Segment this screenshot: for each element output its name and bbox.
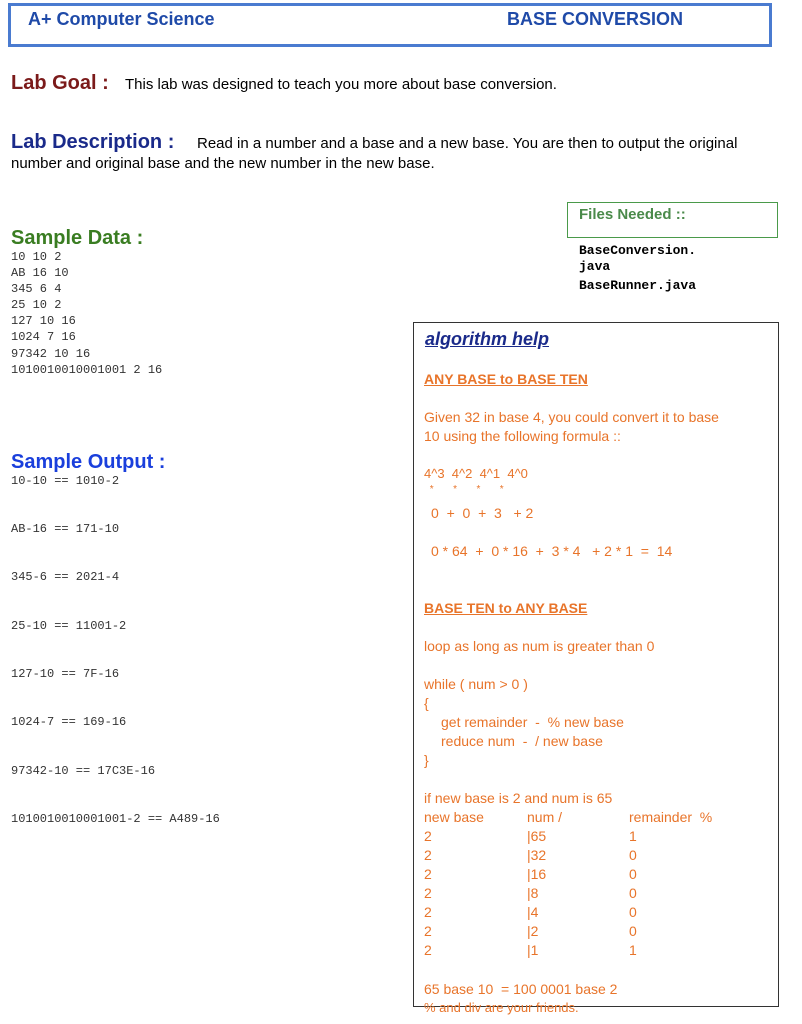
algorithm-code-step: get remainder - % new base	[441, 714, 624, 730]
sample-data-line: 25 10 2	[11, 298, 62, 313]
sample-data-line: 1010010010001001 2 16	[11, 362, 163, 377]
file-name: BaseConversion.	[579, 243, 697, 258]
algorithm-help-title: algorithm help	[425, 329, 550, 349]
sample-output-line: 1010010010001001-2 == A489-16	[11, 812, 220, 826]
sample-output-label: Sample Output :	[11, 451, 166, 473]
description-label: Lab Description :	[11, 131, 175, 153]
header-page-title: BASE CONVERSION	[507, 9, 684, 29]
algorithm-example: if new base is 2 and num is 65	[424, 790, 613, 806]
table-cell-base: 2	[424, 942, 432, 958]
goal-label: Lab Goal :	[11, 72, 109, 94]
table-cell-num: |16	[527, 866, 547, 882]
algorithm-note: % and div are your friends.	[424, 1000, 579, 1015]
goal-text: This lab was designed to teach you more about base conversion.	[125, 76, 557, 93]
sample-output-line: 97342-10 == 17C3E-16	[11, 764, 156, 778]
sample-data-label: Sample Data :	[11, 227, 144, 249]
algorithm-powers: 4^3 4^2 4^1 4^0	[424, 466, 528, 481]
table-header-num: num /	[527, 809, 563, 825]
section-heading-any-to-ten: ANY BASE to BASE TEN	[424, 371, 588, 387]
algorithm-code-open-brace: {	[424, 695, 429, 711]
sample-output-line: 25-10 == 11001-2	[11, 619, 127, 633]
file-name-continuation: java	[579, 259, 611, 274]
algorithm-text: loop as long as num is greater than 0	[424, 638, 655, 654]
sample-data-line: 10 10 2	[11, 250, 62, 264]
table-cell-remainder: 1	[629, 828, 637, 844]
table-cell-base: 2	[424, 828, 432, 844]
algorithm-code-step: reduce num - / new base	[441, 733, 603, 749]
table-cell-base: 2	[424, 885, 432, 901]
files-needed-title: Files Needed ::	[579, 206, 686, 223]
sample-data-line: AB 16 10	[11, 266, 69, 281]
algorithm-text: 10 using the following formula ::	[424, 428, 621, 444]
sample-data-line: 97342 10 16	[11, 346, 91, 361]
sample-output-line: 345-6 == 2021-4	[11, 570, 120, 584]
sample-data-line: 1024 7 16	[11, 330, 76, 345]
table-cell-base: 2	[424, 904, 432, 920]
sample-output-line: 127-10 == 7F-16	[11, 667, 120, 681]
sample-output-line: AB-16 == 171-10	[11, 522, 120, 536]
table-header-remainder: remainder %	[629, 809, 713, 825]
algorithm-stars: * * * *	[427, 484, 504, 495]
algorithm-text: Given 32 in base 4, you could convert it to base	[424, 409, 719, 425]
table-cell-num: |2	[527, 923, 539, 939]
table-cell-remainder: 0	[629, 847, 637, 863]
table-cell-base: 2	[424, 847, 432, 863]
sample-output-line: 1024-7 == 169-16	[11, 715, 127, 729]
file-name: BaseRunner.java	[579, 278, 697, 293]
table-cell-remainder: 0	[629, 904, 637, 920]
table-cell-remainder: 0	[629, 923, 637, 939]
algorithm-digits: 0 + 0 + 3 + 2	[431, 505, 534, 521]
table-cell-num: |32	[527, 847, 547, 863]
sample-output-line: 10-10 == 1010-2	[11, 474, 120, 488]
table-header-new-base: new base	[424, 809, 484, 825]
table-cell-num: |4	[527, 904, 539, 920]
sample-data-list	[11, 249, 162, 378]
algorithm-code-while: while ( num > 0 )	[424, 676, 528, 692]
algorithm-code-close-brace: }	[424, 752, 429, 768]
description-text-line-2: number and original base and the new number in the new base.	[11, 155, 435, 172]
table-cell-base: 2	[424, 866, 432, 882]
table-cell-num: |1	[527, 942, 539, 958]
table-cell-remainder: 0	[629, 866, 637, 882]
sample-data-line: 127 10 16	[11, 314, 76, 329]
table-cell-num: |8	[527, 885, 539, 901]
table-cell-remainder: 0	[629, 885, 637, 901]
section-heading-ten-to-any: BASE TEN to ANY BASE	[424, 600, 588, 616]
algorithm-calculation: 0 * 64 + 0 * 16 + 3 * 4 + 2 * 1 = 14	[431, 543, 673, 559]
description-text-line-1: Read in a number and a base and a new base. You are then to output the original	[197, 135, 738, 152]
table-cell-remainder: 1	[629, 942, 637, 958]
sample-data-line: 345 6 4	[11, 282, 62, 297]
table-cell-base: 2	[424, 923, 432, 939]
header-site-title: A+ Computer Science	[28, 9, 215, 29]
table-cell-num: |65	[527, 828, 547, 844]
algorithm-result: 65 base 10 = 100 0001 base 2	[424, 981, 618, 997]
